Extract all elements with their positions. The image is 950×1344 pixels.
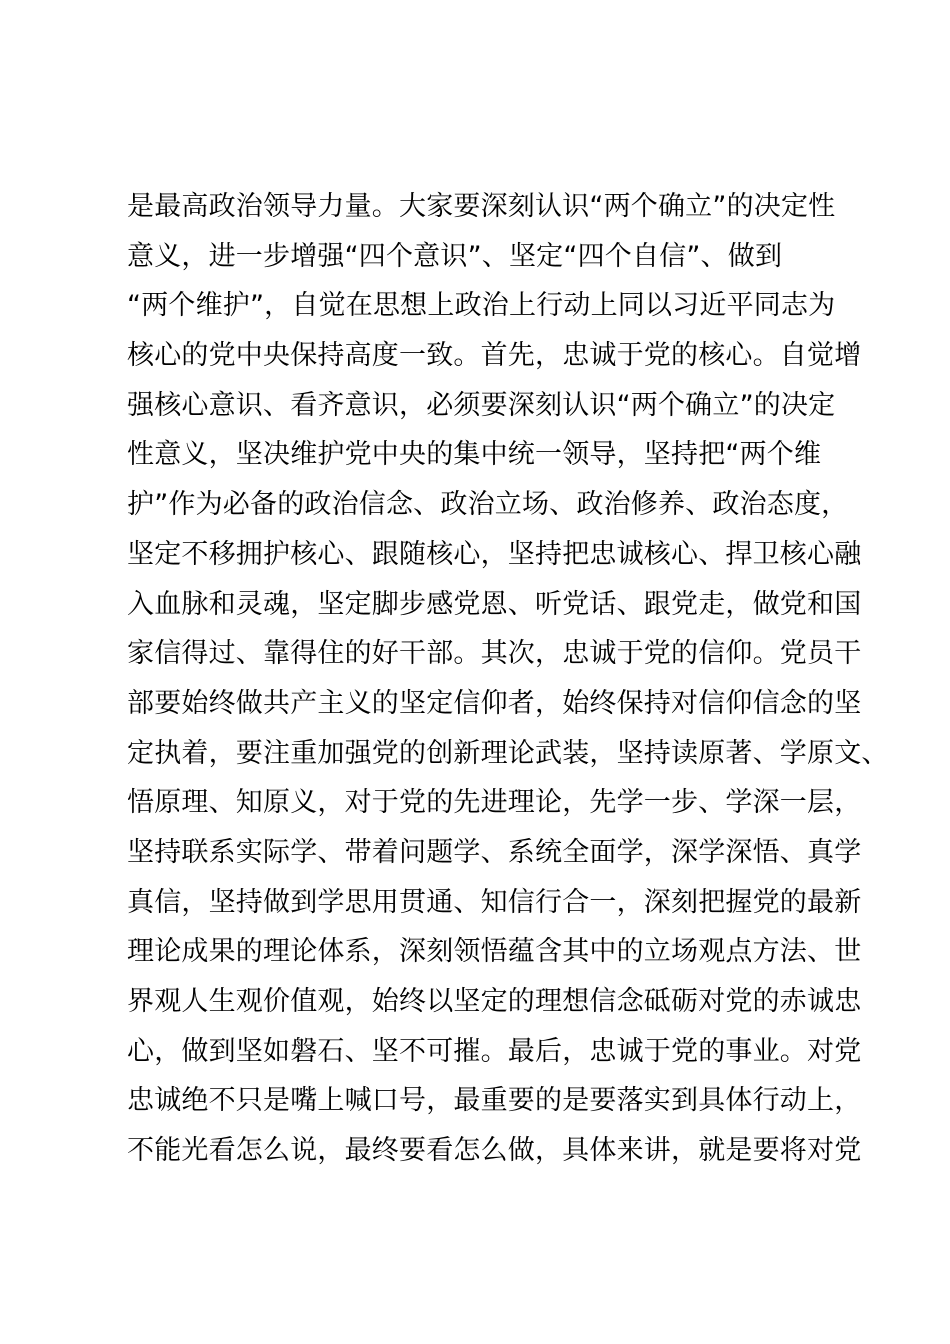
text-line-14: 坚持联系实际学、带着问题学、系统全面学，深学深悟、真学 [127, 836, 862, 868]
text-line-12: 定执着，要注重加强党的创新理论武装，坚持读原著、学原文、 [127, 737, 889, 769]
text-line-20: 不能光看怎么说，最终要看怎么做，具体来讲，就是要将对党 [127, 1135, 862, 1167]
text-line-7: 护”作为必备的政治信念、政治立场、政治修养、政治态度， [127, 489, 849, 521]
text-line-5: 强核心意识、看齐意识，必须要深刻认识“两个确立”的决定 [127, 389, 836, 421]
text-line-11: 部要始终做共产主义的坚定信仰者，始终保持对信仰信念的坚 [127, 687, 862, 719]
text-line-10: 家信得过、靠得住的好干部。其次，忠诚于党的信仰。党员干 [127, 638, 862, 670]
body-text [127, 182, 927, 1176]
text-line-3: “两个维护”，自觉在思想上政治上行动上同以习近平同志为 [127, 290, 836, 322]
text-line-13: 悟原理、知原义，对于党的先进理论，先学一步、学深一层， [127, 787, 862, 819]
text-line-2: 意义，进一步增强“四个意识”、坚定“四个自信”、做到 [127, 240, 783, 272]
text-line-8: 坚定不移拥护核心、跟随核心，坚持把忠诚核心、捍卫核心融 [127, 538, 862, 570]
text-line-4: 核心的党中央保持高度一致。首先，忠诚于党的核心。自觉增 [127, 340, 862, 372]
text-line-19: 忠诚绝不只是嘴上喊口号，最重要的是要落实到具体行动上， [127, 1085, 862, 1117]
text-line-15: 真信，坚持做到学思用贯通、知信行合一，深刻把握党的最新 [127, 886, 862, 918]
text-line-17: 界观人生观价值观，始终以坚定的理想信念砥砺对党的赤诚忠 [127, 986, 862, 1017]
text-line-1: 是最高政治领导力量。大家要深刻认识“两个确立”的决定性 [127, 191, 836, 222]
text-line-9: 入血脉和灵魂，坚定脚步感党恩、听党话、跟党走，做党和国 [127, 588, 862, 620]
text-line-6: 性意义，坚决维护党中央的集中统一领导，坚持把“两个维 [127, 439, 822, 471]
text-line-18: 心，做到坚如磐石、坚不可摧。最后，忠诚于党的事业。对党 [127, 1035, 862, 1067]
text-line-16: 理论成果的理论体系，深刻领悟蕴含其中的立场观点方法、世 [127, 936, 862, 968]
